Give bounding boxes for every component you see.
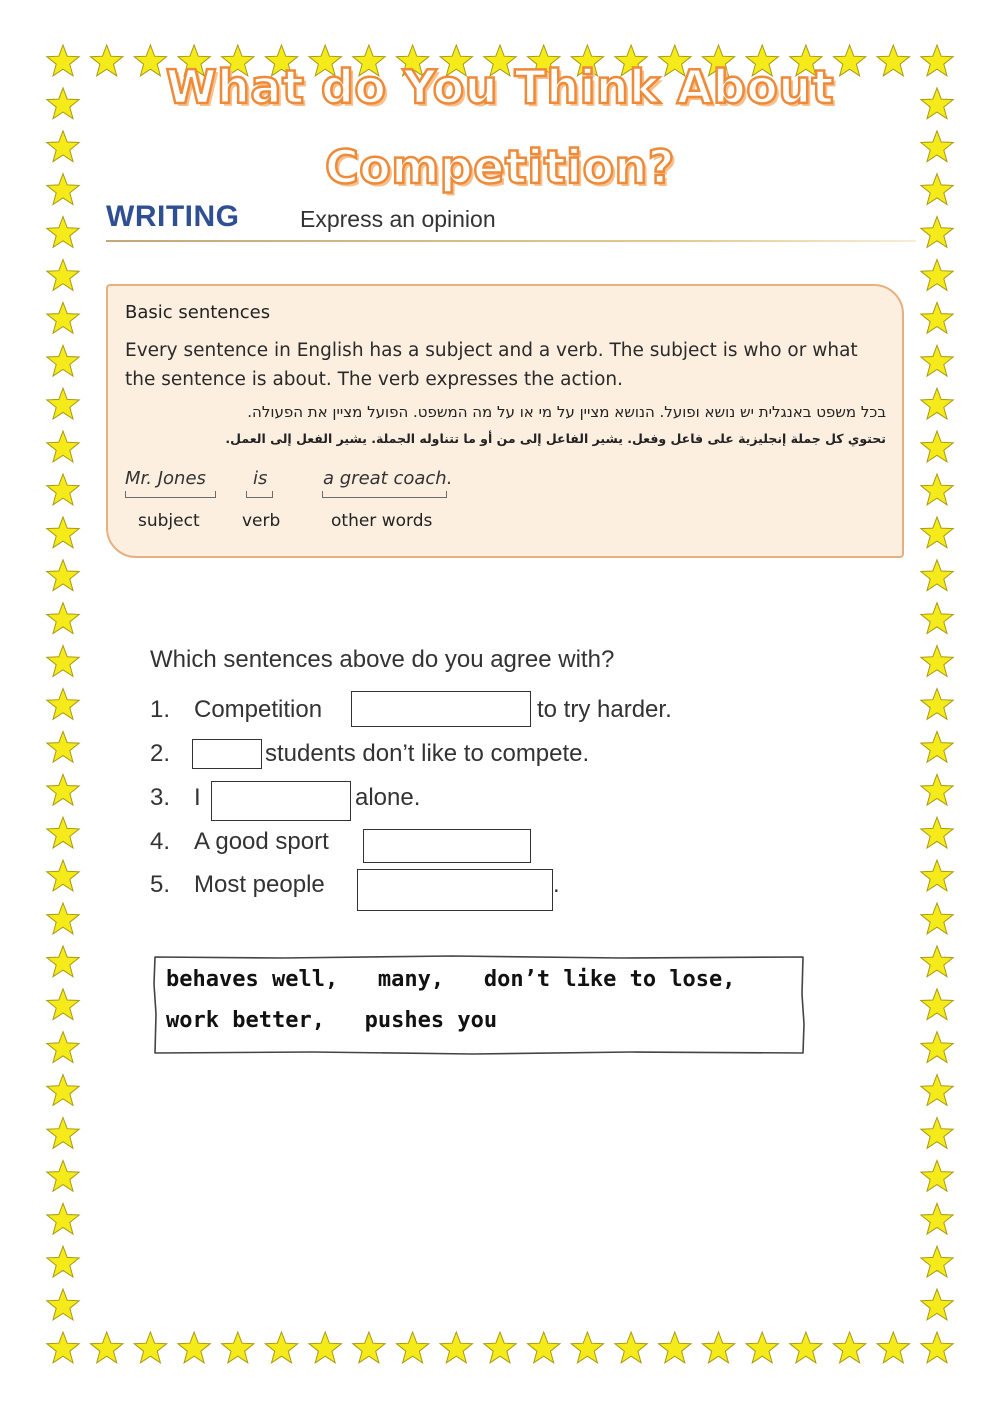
star-icon: [921, 646, 953, 677]
star-icon: [790, 1332, 822, 1363]
star-icon: [921, 1289, 953, 1320]
star-icon: [47, 1032, 79, 1063]
item-number: 4.: [150, 828, 171, 855]
star-icon: [921, 1332, 953, 1363]
basic-sentences-box: [106, 284, 904, 558]
star-icon: [47, 646, 79, 677]
subject-label: subject: [138, 511, 200, 531]
section-label: WRITING: [106, 200, 240, 233]
star-icon: [47, 731, 79, 762]
star-icon: [47, 603, 79, 634]
star-icon: [921, 731, 953, 762]
word-bank-line-1: behaves well, many, don’t like to lose,: [166, 967, 736, 992]
subject-bracket: [125, 491, 216, 498]
star-icon: [47, 45, 79, 76]
star-icon: [47, 860, 79, 891]
star-icon: [47, 689, 79, 720]
star-icon: [178, 1332, 210, 1363]
star-icon: [921, 131, 953, 162]
star-icon: [921, 302, 953, 333]
star-icon: [47, 903, 79, 934]
star-icon: [47, 131, 79, 162]
item-2-after: students don’t like to compete.: [265, 740, 590, 767]
star-icon: [47, 517, 79, 548]
star-icon: [47, 217, 79, 248]
example-subject-words: Mr. Jones: [125, 468, 206, 489]
star-icon: [921, 474, 953, 505]
item-5-after: .: [553, 871, 560, 898]
star-icon: [47, 1332, 79, 1363]
star-icon: [921, 260, 953, 291]
verb-bracket: [246, 491, 273, 498]
star-icon: [47, 345, 79, 376]
star-icon: [396, 1332, 428, 1363]
star-icon: [921, 946, 953, 977]
star-icon: [921, 431, 953, 462]
star-icon: [47, 388, 79, 419]
star-icon: [47, 302, 79, 333]
arabic-translation: تحتوي كل جملة إنجليزية على فاعل وفعل. يشير الفاعل إلى من أو ما تتناوله الجملة. يشير الفعل إلى العمل.: [225, 431, 886, 446]
star-icon: [47, 946, 79, 977]
item-number: 3.: [150, 784, 171, 811]
star-icon: [47, 989, 79, 1020]
box-explanation: Every sentence in English has a subject and a verb. The subject is who or what the sentence is about. The verb expresses the action.: [125, 340, 858, 390]
star-icon: [921, 560, 953, 591]
star-icon: [265, 1332, 297, 1363]
answer-blank-4[interactable]: [363, 829, 531, 863]
star-icon: [309, 1332, 341, 1363]
item-3-after: alone.: [355, 784, 421, 811]
star-icon: [528, 1332, 560, 1363]
star-icon: [921, 903, 953, 934]
star-icon: [47, 1075, 79, 1106]
answer-blank-5[interactable]: [357, 869, 553, 911]
star-icon: [921, 88, 953, 119]
star-icon: [921, 345, 953, 376]
star-icon: [47, 174, 79, 205]
star-icon: [921, 689, 953, 720]
star-icon: [484, 1332, 516, 1363]
star-icon: [921, 1246, 953, 1277]
section-subtitle: Express an opinion: [300, 206, 496, 232]
verb-label: verb: [242, 511, 281, 531]
star-icon: [746, 1332, 778, 1363]
star-icon: [921, 774, 953, 805]
star-icon: [921, 1118, 953, 1149]
star-icon: [47, 1289, 79, 1320]
star-icon: [47, 1118, 79, 1149]
box-heading: Basic sentences: [125, 302, 271, 323]
star-icon: [353, 1332, 385, 1363]
item-3-before: I: [194, 784, 201, 811]
answer-blank-1[interactable]: [351, 691, 531, 727]
item-1-after: to try harder.: [537, 696, 672, 723]
star-icon: [659, 1332, 691, 1363]
item-1-before: Competition: [194, 696, 323, 723]
star-icon: [921, 45, 953, 76]
hebrew-translation: בכל משפט באנגלית יש נושא ופועל. הנושא מציין על מי או על מה המשפט. הפועל מציין את הפעולה.: [247, 403, 886, 421]
star-icon: [571, 1332, 603, 1363]
star-icon: [921, 388, 953, 419]
star-icon: [47, 1203, 79, 1234]
section-divider: [106, 240, 916, 242]
star-icon: [440, 1332, 472, 1363]
star-icon: [47, 88, 79, 119]
star-icon: [134, 1332, 166, 1363]
item-number: 2.: [150, 740, 171, 767]
star-icon: [47, 260, 79, 291]
star-icon: [47, 474, 79, 505]
star-icon: [47, 1160, 79, 1191]
star-icon: [702, 1332, 734, 1363]
word-bank-line-2: work better, pushes you: [166, 1008, 498, 1033]
answer-blank-3[interactable]: [211, 781, 351, 821]
star-icon: [921, 1075, 953, 1106]
star-icon: [921, 517, 953, 548]
star-icon: [921, 174, 953, 205]
item-5-before: Most people: [194, 871, 325, 898]
star-icon: [91, 1332, 123, 1363]
word-bank: [152, 954, 806, 1056]
worksheet-title-line-2: Competition?: [325, 140, 675, 194]
answer-blank-2[interactable]: [192, 739, 262, 769]
star-icon: [921, 1160, 953, 1191]
star-icon: [615, 1332, 647, 1363]
star-icon: [921, 860, 953, 891]
item-number: 5.: [150, 871, 171, 898]
star-icon: [47, 774, 79, 805]
other-words-bracket: [322, 491, 447, 498]
star-icon: [222, 1332, 254, 1363]
star-icon: [921, 817, 953, 848]
star-icon: [833, 1332, 865, 1363]
star-icon: [921, 217, 953, 248]
star-icon: [47, 431, 79, 462]
worksheet-title-line-1: What do You Think About: [165, 60, 835, 114]
star-icon: [47, 1246, 79, 1277]
star-icon: [47, 560, 79, 591]
exercise-question: Which sentences above do you agree with?: [150, 646, 615, 673]
star-icon: [47, 817, 79, 848]
star-icon: [921, 603, 953, 634]
star-icon: [877, 1332, 909, 1363]
item-number: 1.: [150, 696, 171, 723]
star-icon: [921, 1032, 953, 1063]
item-4-before: A good sport: [194, 828, 329, 855]
star-icon: [921, 989, 953, 1020]
example-other-words: a great coach.: [323, 468, 453, 489]
example-verb-words: is: [253, 468, 268, 489]
star-icon: [921, 1203, 953, 1234]
other-words-label: other words: [331, 511, 433, 531]
